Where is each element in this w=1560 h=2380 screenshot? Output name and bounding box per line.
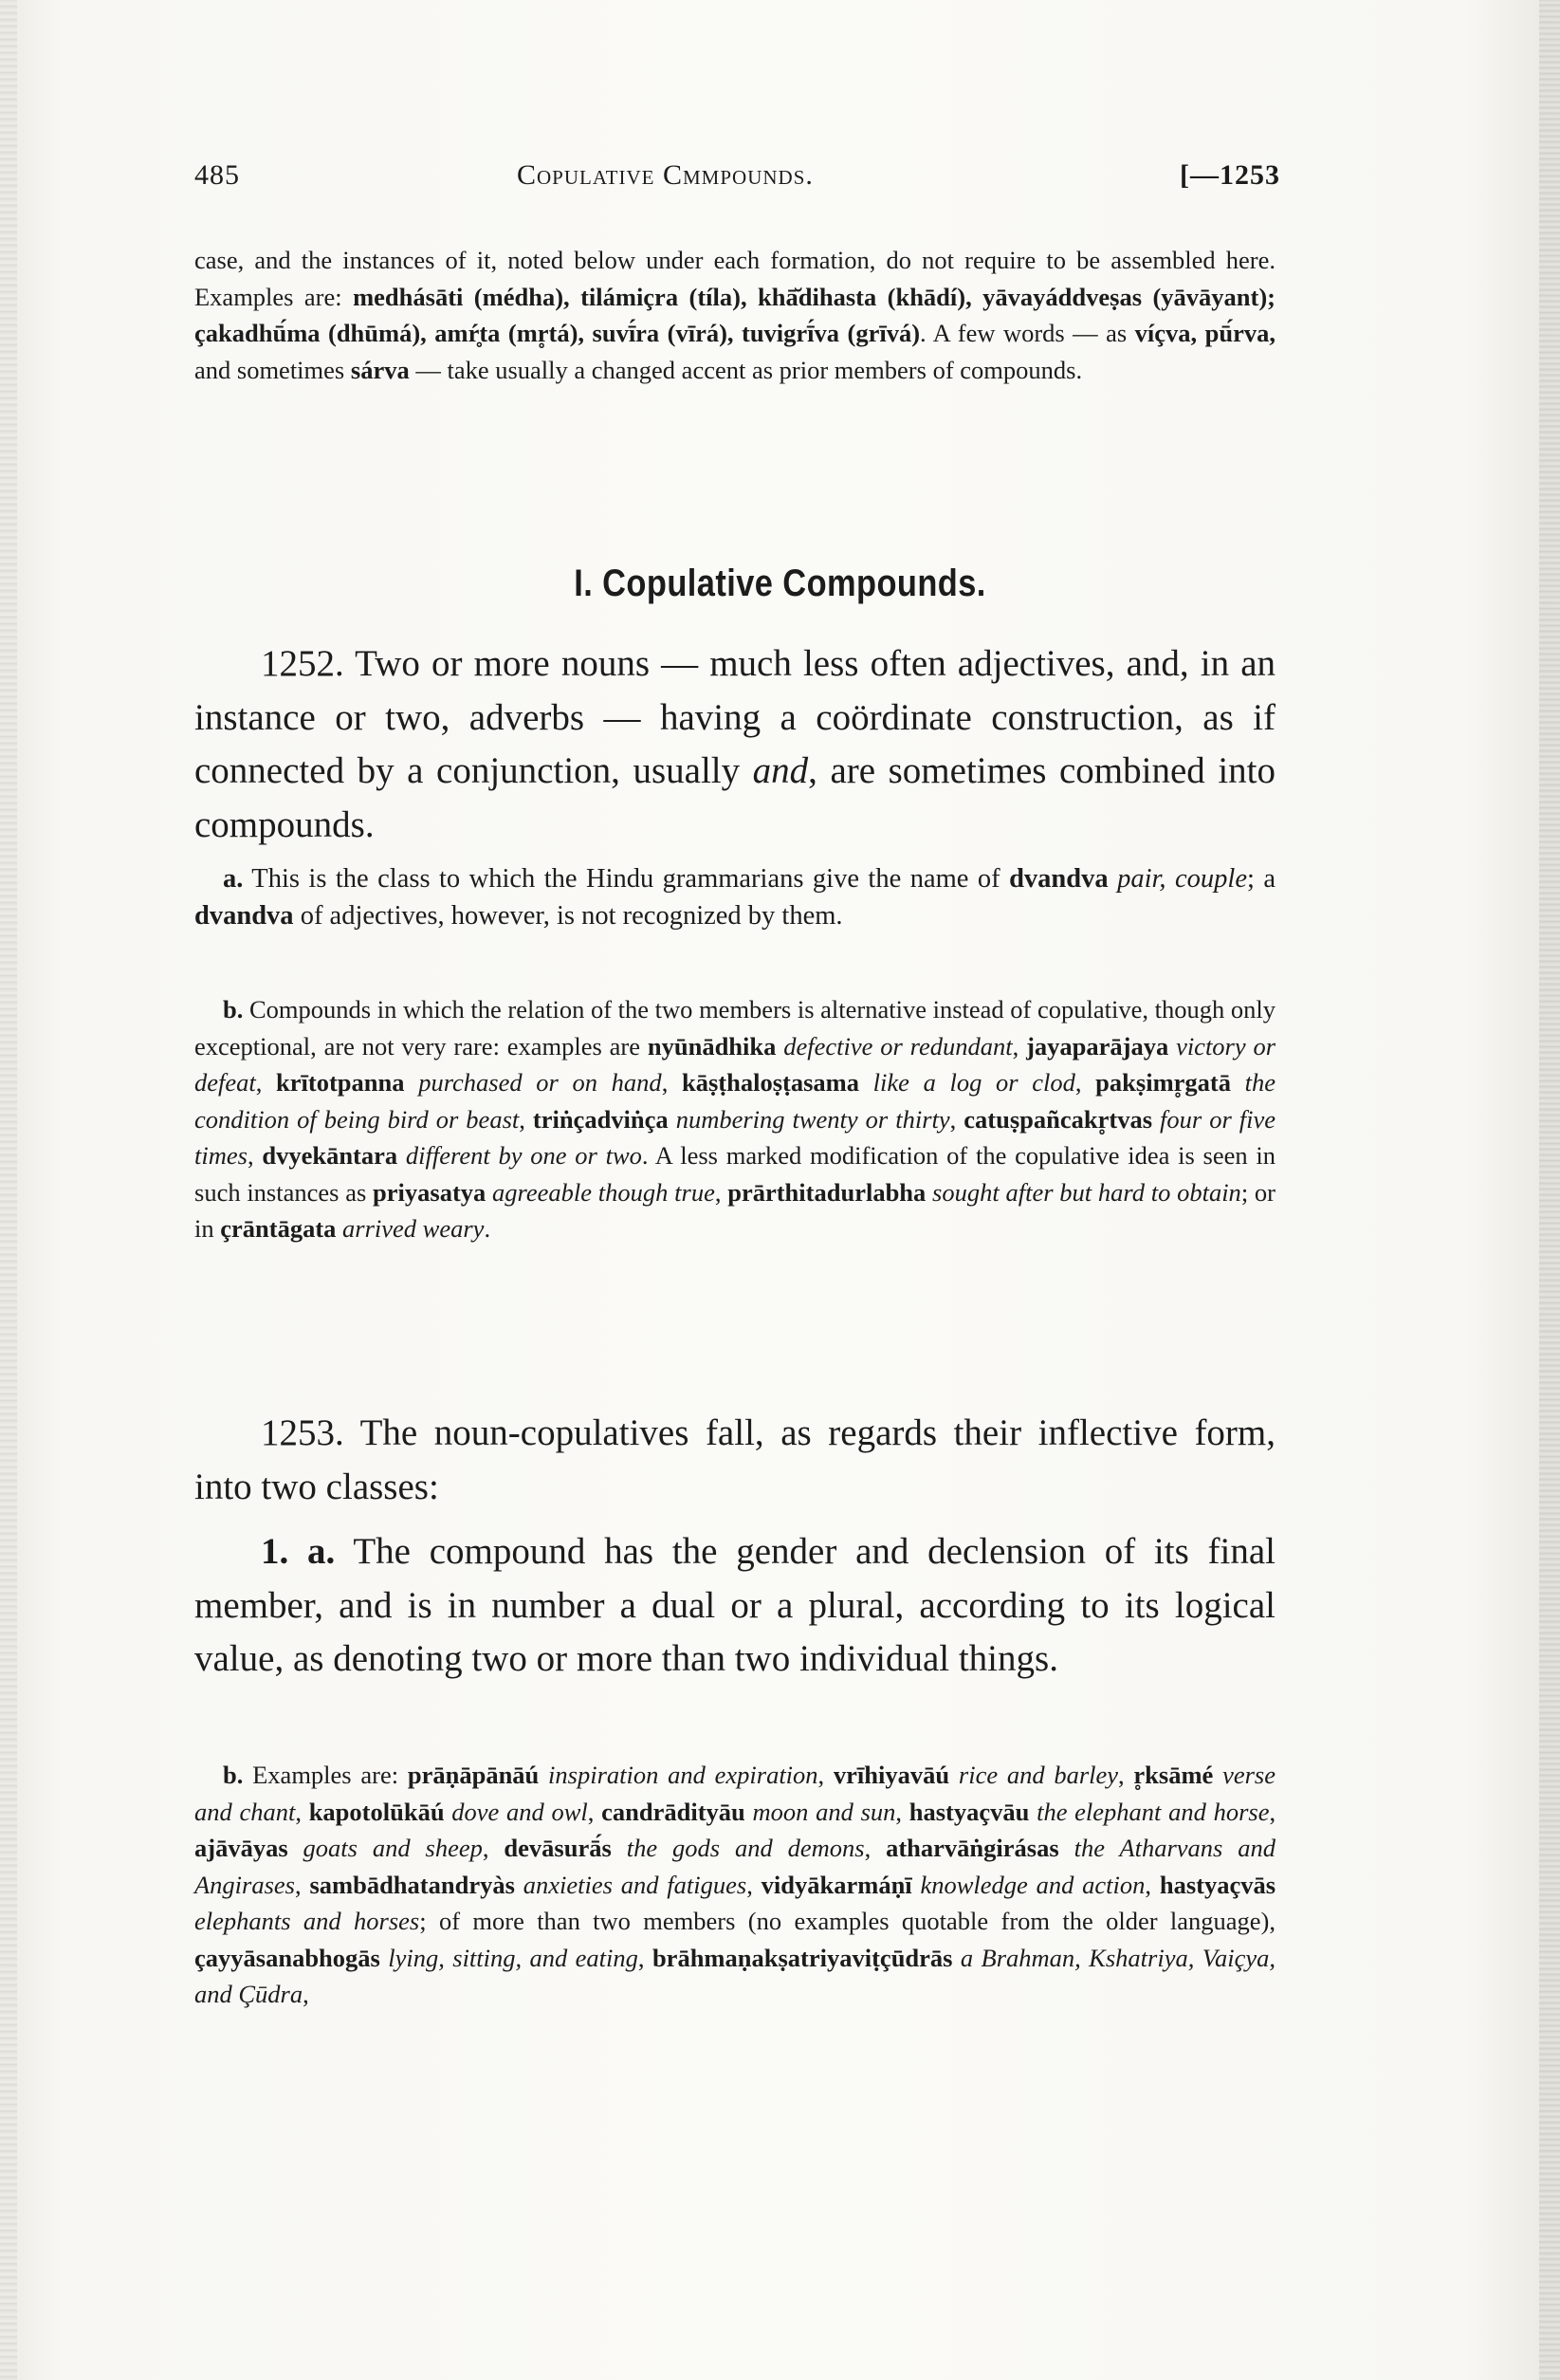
running-title: Copulative Cmmpounds. — [517, 159, 814, 191]
paragraph-1252-a: a. This is the class to which the Hindu grammarians give the name of dvandva pair, couple; a dvandva of adjectives, however, is not recognized by them. — [194, 864, 1276, 931]
page-number: 485 — [194, 159, 240, 191]
paragraph-number: 1253. — [261, 1412, 344, 1453]
section-reference: [—1253 — [1180, 159, 1280, 191]
paragraph-1252-b: b. Compounds in which the relation of the two members is alternative instead of copulative, though only exceptional, are not very rare: examples are nyūnādhika defective or redundant, jayaparājaya victory or defeat, krītotpanna purchased or on hand, kāṣṭhaloṣṭasama like a log or clod, pakṣimr̥gatā the condition of being bird or beast, triṅçadviṅça numbering twenty or thirty, catuṣpañcakr̥tvas four or five times, dvyekāntara different by one or two. A less marked modification of the copulative idea is seen in such instances as priyasatya agreeable though true, prārthitadurlabha sought after but hard to obtain; or in çrāntāgata arrived weary. — [194, 995, 1276, 1243]
paragraph-1253: 1253. The noun-copulatives fall, as regards their inflective form, into two classes: — [194, 1412, 1276, 1507]
running-header — [194, 159, 1280, 207]
paragraph-number: 1252. — [261, 643, 344, 684]
paragraph-1252: 1252. Two or more nouns — much less often adjectives, and, in an instance or two, adverbs — having a coördinate construction, as if connected by a conjunction, usually and, are sometimes combined into compounds. — [194, 643, 1276, 845]
page-right-edge — [1539, 0, 1560, 2380]
example-list: nyūnādhika defective or redundant, jayaparājaya victory or defeat, krītotpanna purchased or on hand, kāṣṭhaloṣṭasama like a log or clod, pakṣimr̥gatā the condition of being bird or beast, triṅçadviṅça numbering twenty or thirty, catuṣpañcakr̥tvas four or five times, dvyekāntara different by one or two — [194, 1031, 1276, 1170]
intro-paragraph: case, and the instances of it, noted below under each formation, do not require to be assembled here. Examples are: medhásāti (médha), tilámiçra (tíla), khā̆dihasta (khādí), yāvayáddveṣas (yāvāyant); çakadhū́ma (dhūmá), amŕ̥ta (mr̥tá), suvī́ra (vīrá), tuvigrī́va (grīvá). A few words — as víçva, pū́rva, and sometimes sárva — take usually a changed accent as prior members of compounds. — [194, 246, 1276, 384]
example-list: prāṇāpānāú inspiration and expiration, vrīhiyavāú rice and barley, r̥ksāmé verse and chant, kapotolūkāú dove and owl, candrādityāu moon and sun, hastyaçvāu the elephant and horse, ajāvāyas goats and sheep, devāsurā́s the gods and demons, atharvāṅgirásas the Atharvans and Angirases, sambādhatandryàs anxieties and fatigues, vidyākarmáṇī knowledge and action, hastyaçvās elephants and horses — [194, 1761, 1276, 1935]
page-left-edge — [0, 0, 17, 2380]
paragraph-1253-1a: 1. a. The compound has the gender and declension of its final member, and is in number a dual or a plural, according to its logical value, as denoting two or more than two individual things. — [194, 1531, 1276, 1679]
section-heading: I. Copulative Compounds. — [574, 563, 986, 604]
paragraph-1253-1b: b. Examples are: prāṇāpānāú inspiration and expiration, vrīhiyavāú rice and barley, r̥ksāmé verse and chant, kapotolūkāú dove and owl, candrādityāu moon and sun, hastyaçvāu the elephant and horse, ajāvāyas goats and sheep, devāsurā́s the gods and demons, atharvāṅgirásas the Atharvans and Angirases, sambādhatandryàs anxieties and fatigues, vidyākarmáṇī knowledge and action, hastyaçvās elephants and horses; of more than two members (no examples quotable from the older language), çayyāsanabhogās lying, sitting, and eating, brāhmaṇakṣatriyaviṭçūdrās a Brahman, Kshatriya, Vaiçya, and Çūdra, — [194, 1761, 1276, 2008]
